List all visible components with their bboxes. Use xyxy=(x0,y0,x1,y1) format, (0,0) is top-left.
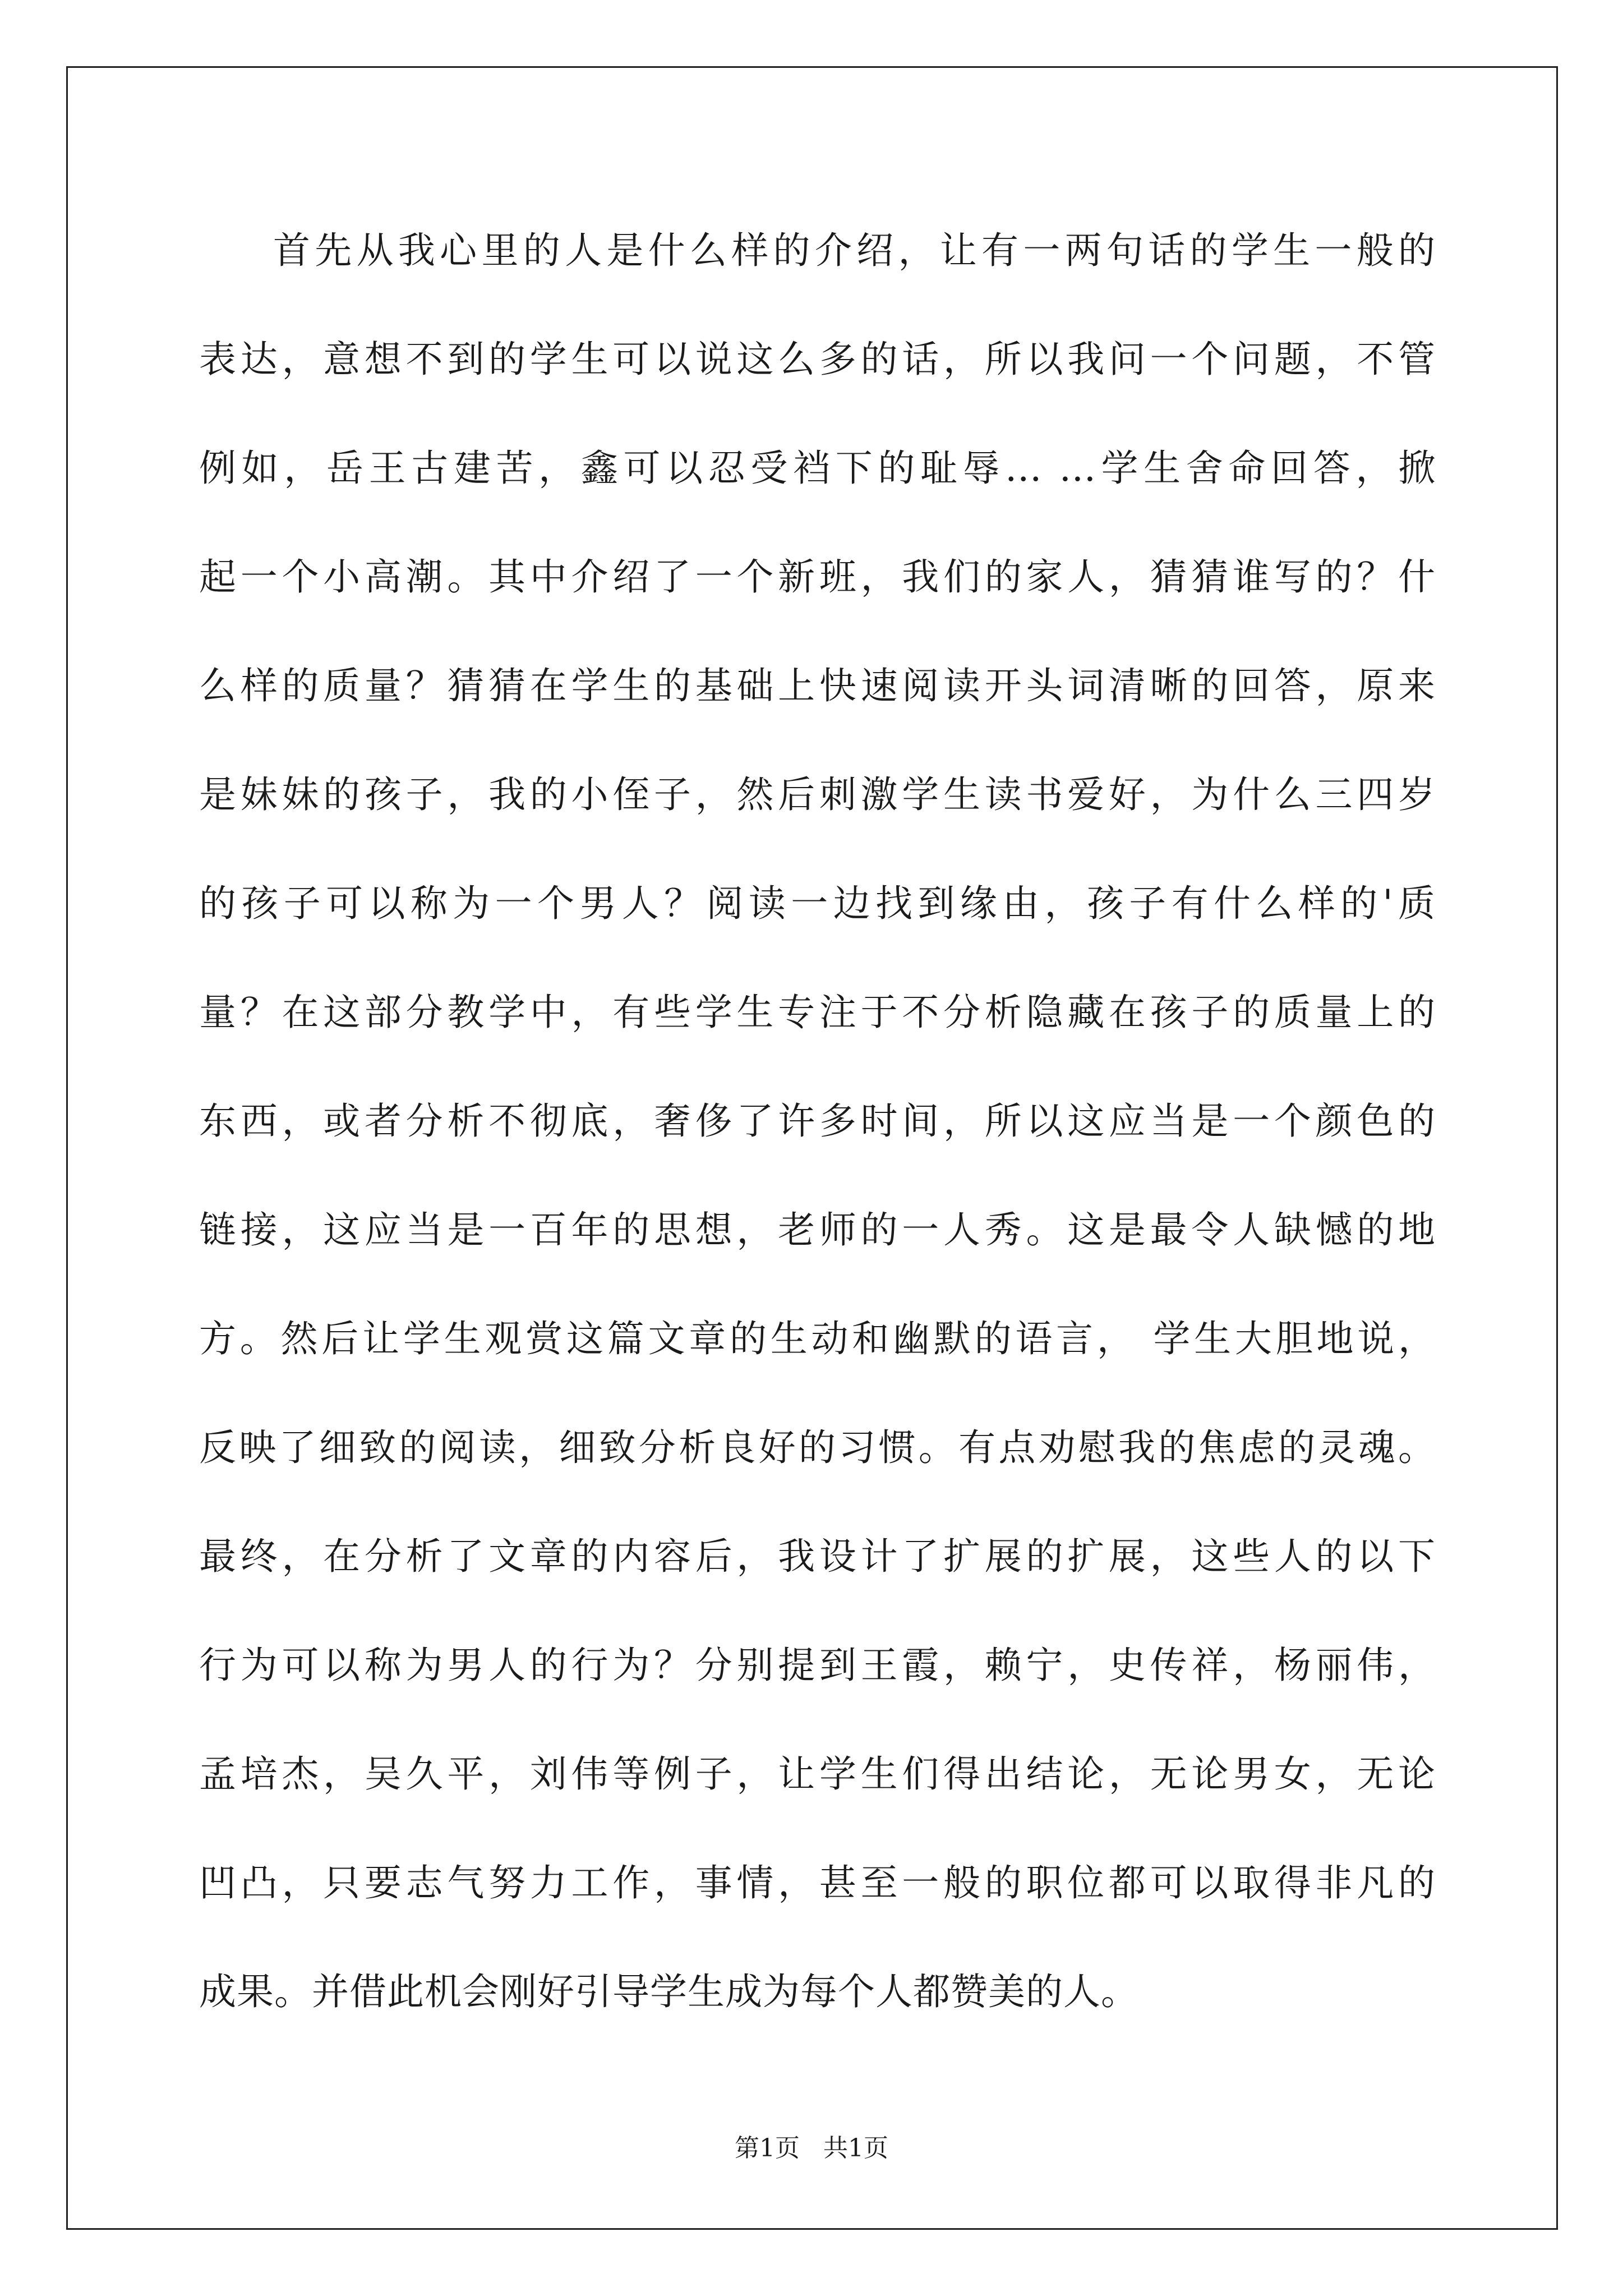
text-line: 首先从我心里的人是什么样的介绍，让有一两句话的学生一般的 xyxy=(273,229,1436,272)
text-line: 例如，岳王古建苦，鑫可以忍受裆下的耻辱... ...学生舍命回答，掀 xyxy=(199,447,1436,490)
text-line: 量？在这部分教学中，有些学生专注于不分析隐藏在孩子的质量上的 xyxy=(199,991,1436,1034)
text-line: 凹凸，只要志气努力工作，事情，甚至一般的职位都可以取得非凡的 xyxy=(199,1861,1436,1904)
text-line: 方。然后让学生观赏这篇文章的生动和幽默的语言， 学生大胆地说， xyxy=(199,1317,1436,1360)
text-line: 的孩子可以称为一个男人？阅读一边找到缘由，孩子有什么样的'质 xyxy=(199,882,1436,925)
text-line: 是妹妹的孩子，我的小侄子，然后刺激学生读书爱好，为什么三四岁 xyxy=(199,773,1436,816)
text-line: 成果。并借此机会刚好引导学生成为每个人都赞美的人。 xyxy=(199,1970,1138,2013)
text-line: 行为可以称为男人的行为？分别提到王霞，赖宁，史传祥，杨丽伟， xyxy=(199,1644,1436,1687)
text-line: 起一个小高潮。其中介绍了一个新班，我们的家人，猜猜谁写的？什 xyxy=(199,555,1436,599)
text-line: 链接，这应当是一百年的思想，老师的一人秀。这是最令人缺憾的地 xyxy=(199,1208,1436,1251)
text-line: 表达，意想不到的学生可以说这么多的话，所以我问一个问题，不管 xyxy=(199,338,1436,381)
text-line: 最终，在分析了文章的内容后，我设计了扩展的扩展，这些人的以下 xyxy=(199,1535,1436,1578)
body-paragraph xyxy=(199,218,1436,2068)
text-line: 反映了细致的阅读，细致分析良好的习惯。有点劝慰我的焦虑的灵魂。 xyxy=(199,1426,1436,1469)
text-line: 么样的质量？猜猜在学生的基础上快速阅读开头词清晰的回答，原来 xyxy=(199,664,1436,707)
text-line: 东西，或者分析不彻底，奢侈了许多时间，所以这应当是一个颜色的 xyxy=(199,1099,1436,1143)
text-line: 孟培杰，吴久平，刘伟等例子，让学生们得出结论，无论男女，无论 xyxy=(199,1752,1436,1796)
page-number-footer: 第1页 共1页 xyxy=(735,2134,888,2162)
